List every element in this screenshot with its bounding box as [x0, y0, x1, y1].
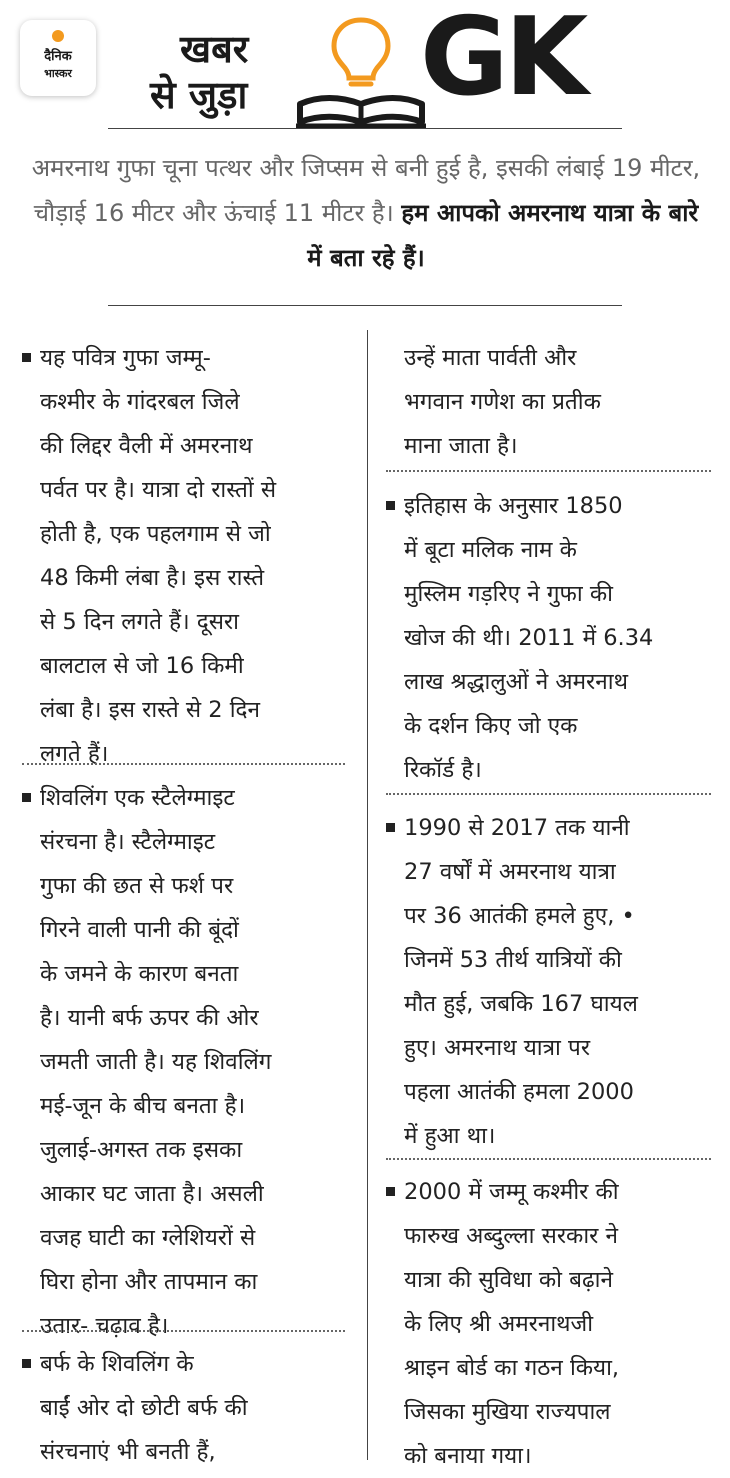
- left-item-3: बर्फ के शिवलिंग के बाईं ओर दो छोटी बर्फ की संरचनाएं भी बनती हैं,: [22, 1342, 370, 1474]
- intro-text: अमरनाथ गुफा चूना पत्थर और जिप्सम से बनी हुई है, इसकी लंबाई 19 मीटर, चौड़ाई 16 मीटर और ऊंचाई 11 मीटर है।: [31, 154, 701, 227]
- header-divider: [108, 128, 622, 129]
- header-title-line-1: खबर: [180, 27, 249, 71]
- bulb-book-icon: [296, 12, 426, 132]
- intro-paragraph: [26, 146, 706, 281]
- sun-icon: [52, 30, 64, 42]
- logo-line-1: दैनिक: [44, 49, 72, 64]
- right-item-3: 1990 से 2017 तक यानी 27 वर्षों में अमरनाथ यात्रा पर 36 आतंकी हमले हुए, • जिनमें 53 तीर्थ यात्रियों की मौत हुई, जबकि 167 घायल हुए। अमरनाथ यात्रा पर पहला आतंकी हमला 2000 में हुआ था।: [386, 806, 730, 1158]
- dotted-separator: [386, 793, 711, 795]
- gk-title: GK: [420, 0, 585, 120]
- dotted-separator: [22, 763, 345, 765]
- dotted-separator: [386, 470, 711, 472]
- left-item-1: यह पवित्र गुफा जम्मू- कश्मीर के गांदरबल जिले की लिद्दर वैली में अमरनाथ पर्वत पर है। यात्रा दो रास्तों से होती है, एक पहलगाम से जो 48 किमी लंबा है। इस रास्ते से 5 दिन लगते हैं। दूसरा बालटाल से जो 16 किमी लंबा है। इस रास्ते से 2 दिन लगते हैं।: [22, 336, 370, 776]
- intro-bold-text: हम आपको अमरनाथ यात्रा के बारे में बता रहे हैं।: [307, 199, 699, 272]
- right-item-2: इतिहास के अनुसार 1850 में बूटा मलिक नाम के मुस्लिम गड़रिए ने गुफा की खोज की थी। 2011 में 6.34 लाख श्रद्धालुओं ने अमरनाथ के दर्शन किए जो एक रिकॉर्ड है।: [386, 484, 730, 792]
- header-title-line-2: से जुड़ा: [150, 73, 248, 117]
- logo-line-2: भास्कर: [44, 67, 72, 80]
- left-item-2: शिवलिंग एक स्टैलेग्माइट संरचना है। स्टैलेग्माइट गुफा की छत से फर्श पर गिरने वाली पानी की बूंदों के जमने के कारण बनता है। यानी बर्फ ऊपर की ओर जमती जाती है। यह शिवलिंग मई-जून के बीच बनता है। जुलाई-अगस्त तक इसका आकार घट जाता है। असली वजह घाटी का ग्लेशियरों से घिरा होना और तापमान का उतार- चढ़ाव है।: [22, 776, 370, 1348]
- dotted-separator: [22, 1330, 345, 1332]
- dainik-bhaskar-logo: [20, 20, 96, 96]
- intro-divider: [108, 305, 622, 306]
- right-item-1-continued: उन्हें माता पार्वती और भगवान गणेश का प्रतीक माना जाता है।: [404, 345, 601, 459]
- dotted-separator: [386, 1158, 711, 1160]
- right-item-4: 2000 में जम्मू कश्मीर की फारुख अब्दुल्ला सरकार ने यात्रा की सुविधा को बढ़ाने के लिए श्री अमरनाथजी श्राइन बोर्ड का गठन किया, जिसका मुखिया राज्यपाल को बनाया गया।: [386, 1170, 730, 1478]
